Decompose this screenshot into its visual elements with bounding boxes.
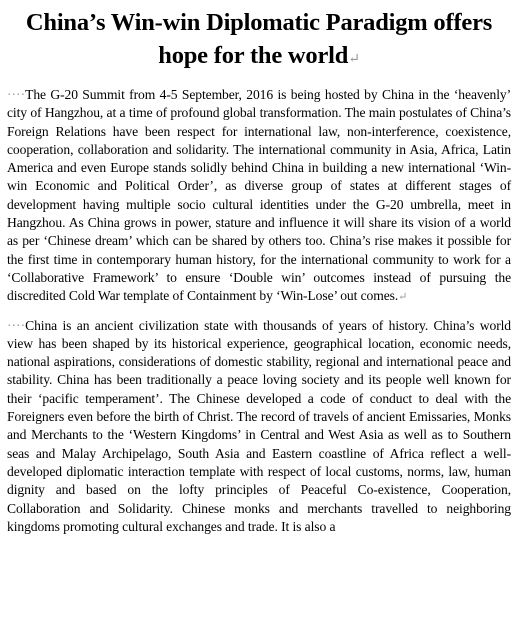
paragraph-mark-icon: ↵ — [398, 291, 408, 304]
document-title-text: China’s Win-win Diplomatic Paradigm offers hope for the world — [25, 9, 493, 69]
paragraph-mark-icon: ↵ — [348, 52, 360, 67]
body-paragraph-1-text: The G-20 Summit from 4-5 September, 2016 is being hosted by China in the ‘heavenly’ city of Hangzhou, at a time of profound global transformation. The main postulates of China’s Foreign Relations have been respect for international law, non-interference, coexistence, cooperation, collaboration and solidarity. The international community in Asia, Africa, Latin America and even Europe stands solidly behind China in building a new international ‘Win-win Economic and Political Order’, as diverse group of states at different stages of development having multiple socio cultural identities under the G-20 umbrella, meet in Hangzhou. As China grows in power, stature and influence it will share its vision of a world as per ‘Chinese dream’ which can be shared by others too. China’s rise makes it possible for the first time in contemporary human history, for the international community to work for a ‘Collaborative Framework’ to ensure ‘Double win’ outcomes instead of pursuing the discredited Cold War template of Containment by ‘Win-Lose’ out comes. — [7, 87, 511, 304]
body-paragraph-2-text: China is an ancient civilization state with thousands of years of history. China’s world view has been shaped by its historical experience, geographical location, economic needs, national aspirations, considerations of domestic stability, regional and international peace and stability. China has been traditionally a peace loving society and its people well known for their ‘pacific temperament’. The Chinese developed a code of conduct to deal with the Foreigners even before the birth of Christ. The record of travels of ancient Emissaries, Monks and Merchants to the ‘Western Kingdoms’ in Central and West Asia as well as to Southern seas and Malay Archipelago, South Asia and Eastern coastline of Africa reflect a well-developed diplomatic interaction template with respect of local customs, norms, law, human dignity and based on the lofty principles of Peaceful Co-existence, Cooperation, Collaboration and Solidarity. Chinese monks and merchants travelled to neighboring kingdoms promoting cultural exchanges and trade. It is also a — [7, 317, 511, 534]
document-title — [7, 6, 511, 76]
body-paragraph-2 — [7, 317, 511, 537]
body-paragraph-1 — [7, 86, 511, 307]
indent-mark-icon: ···· — [7, 317, 26, 333]
indent-mark-icon: ···· — [7, 87, 26, 102]
